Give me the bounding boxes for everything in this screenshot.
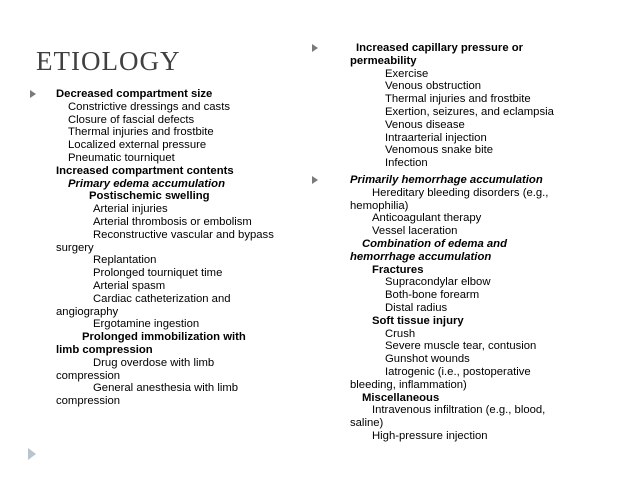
list-item: Reconstructive vascular and bypass xyxy=(93,228,274,241)
soft-tissue-heading: Soft tissue injury xyxy=(372,314,464,327)
list-item: Closure of fascial defects xyxy=(68,113,195,126)
triangle-bullet-icon xyxy=(312,44,318,52)
list-item-continuation: hemophilia) xyxy=(350,199,409,212)
list-item: Pneumatic tourniquet xyxy=(68,151,175,164)
list-item-continuation: compression xyxy=(56,395,121,408)
list-item: Anticoagulant therapy xyxy=(372,212,482,225)
list-item-continuation: angiography xyxy=(56,305,119,318)
list-item: Crush xyxy=(385,327,416,340)
list-item: Constrictive dressings and casts xyxy=(68,100,230,113)
list-item: Exercise xyxy=(385,67,429,80)
list-item: Arterial injuries xyxy=(93,203,168,216)
list-item-continuation: bleeding, inflammation) xyxy=(350,378,467,391)
list-item: Drug overdose with limb xyxy=(93,356,215,369)
right-column xyxy=(328,42,590,443)
list-item-continuation: surgery xyxy=(56,241,94,254)
increased-compartment-contents: Increased compartment contents xyxy=(56,164,234,177)
postischemic-heading: Postischemic swelling xyxy=(89,190,210,203)
miscellaneous-heading: Miscellaneous xyxy=(362,391,440,404)
list-item: Distal radius xyxy=(385,301,448,314)
list-item: Intravenous infiltration (e.g., blood, xyxy=(372,404,546,417)
list-item: Replantation xyxy=(93,254,157,267)
list-item: Prolonged tourniquet time xyxy=(93,267,223,280)
increased-capillary-continuation: permeability xyxy=(350,54,417,67)
list-item: Iatrogenic (i.e., postoperative xyxy=(385,365,531,378)
list-item: Vessel laceration xyxy=(372,225,458,238)
list-item: Infection xyxy=(385,157,428,170)
slide-title: ETIOLOGY xyxy=(36,46,181,76)
list-item: Both-bone forearm xyxy=(385,289,480,302)
list-item: General anesthesia with limb xyxy=(93,382,239,395)
list-item: Venous obstruction xyxy=(385,80,482,93)
increased-capillary-heading: Increased capillary pressure or xyxy=(356,42,524,54)
list-item: Arterial spasm xyxy=(93,279,166,292)
list-item: Gunshot wounds xyxy=(385,353,470,366)
list-item: Thermal injuries and frostbite xyxy=(385,93,531,106)
combination-heading: Combination of edema and xyxy=(362,237,507,250)
list-item: Hereditary bleeding disorders (e.g., xyxy=(372,186,549,199)
list-item: Intraarterial injection xyxy=(385,131,487,144)
list-item: Cardiac catheterization and xyxy=(93,292,231,305)
primary-edema-heading: Primary edema accumulation xyxy=(68,177,225,190)
list-item: Localized external pressure xyxy=(68,139,207,152)
list-item: Arterial thrombosis or embolism xyxy=(93,215,252,228)
triangle-bullet-icon xyxy=(312,176,318,184)
list-item-continuation: compression xyxy=(56,369,121,382)
list-item: High-pressure injection xyxy=(372,429,488,442)
list-item: Venomous snake bite xyxy=(385,144,494,157)
list-item: Supracondylar elbow xyxy=(385,276,491,289)
fractures-heading: Fractures xyxy=(372,263,424,276)
decreased-compartment-size: Decreased compartment size xyxy=(56,88,213,100)
left-column xyxy=(34,88,296,408)
list-item: Thermal injuries and frostbite xyxy=(68,126,214,139)
prolonged-immobilization-heading: Prolonged immobilization with xyxy=(82,331,246,344)
list-item: Ergotamine ingestion xyxy=(93,318,200,331)
list-item: Exertion, seizures, and eclampsia xyxy=(385,105,554,118)
triangle-nav-icon xyxy=(28,448,36,460)
list-item-continuation: saline) xyxy=(350,417,384,430)
list-item: Venous disease xyxy=(385,118,465,131)
list-item: Severe muscle tear, contusion xyxy=(385,340,537,353)
prolonged-immobilization-continuation: limb compression xyxy=(56,343,153,356)
primarily-hemorrhage-heading xyxy=(328,174,590,187)
combination-continuation: hemorrhage accumulation xyxy=(350,250,492,263)
primarily-hemorrhage-text: Primarily hemorrhage accumulation xyxy=(350,173,543,186)
